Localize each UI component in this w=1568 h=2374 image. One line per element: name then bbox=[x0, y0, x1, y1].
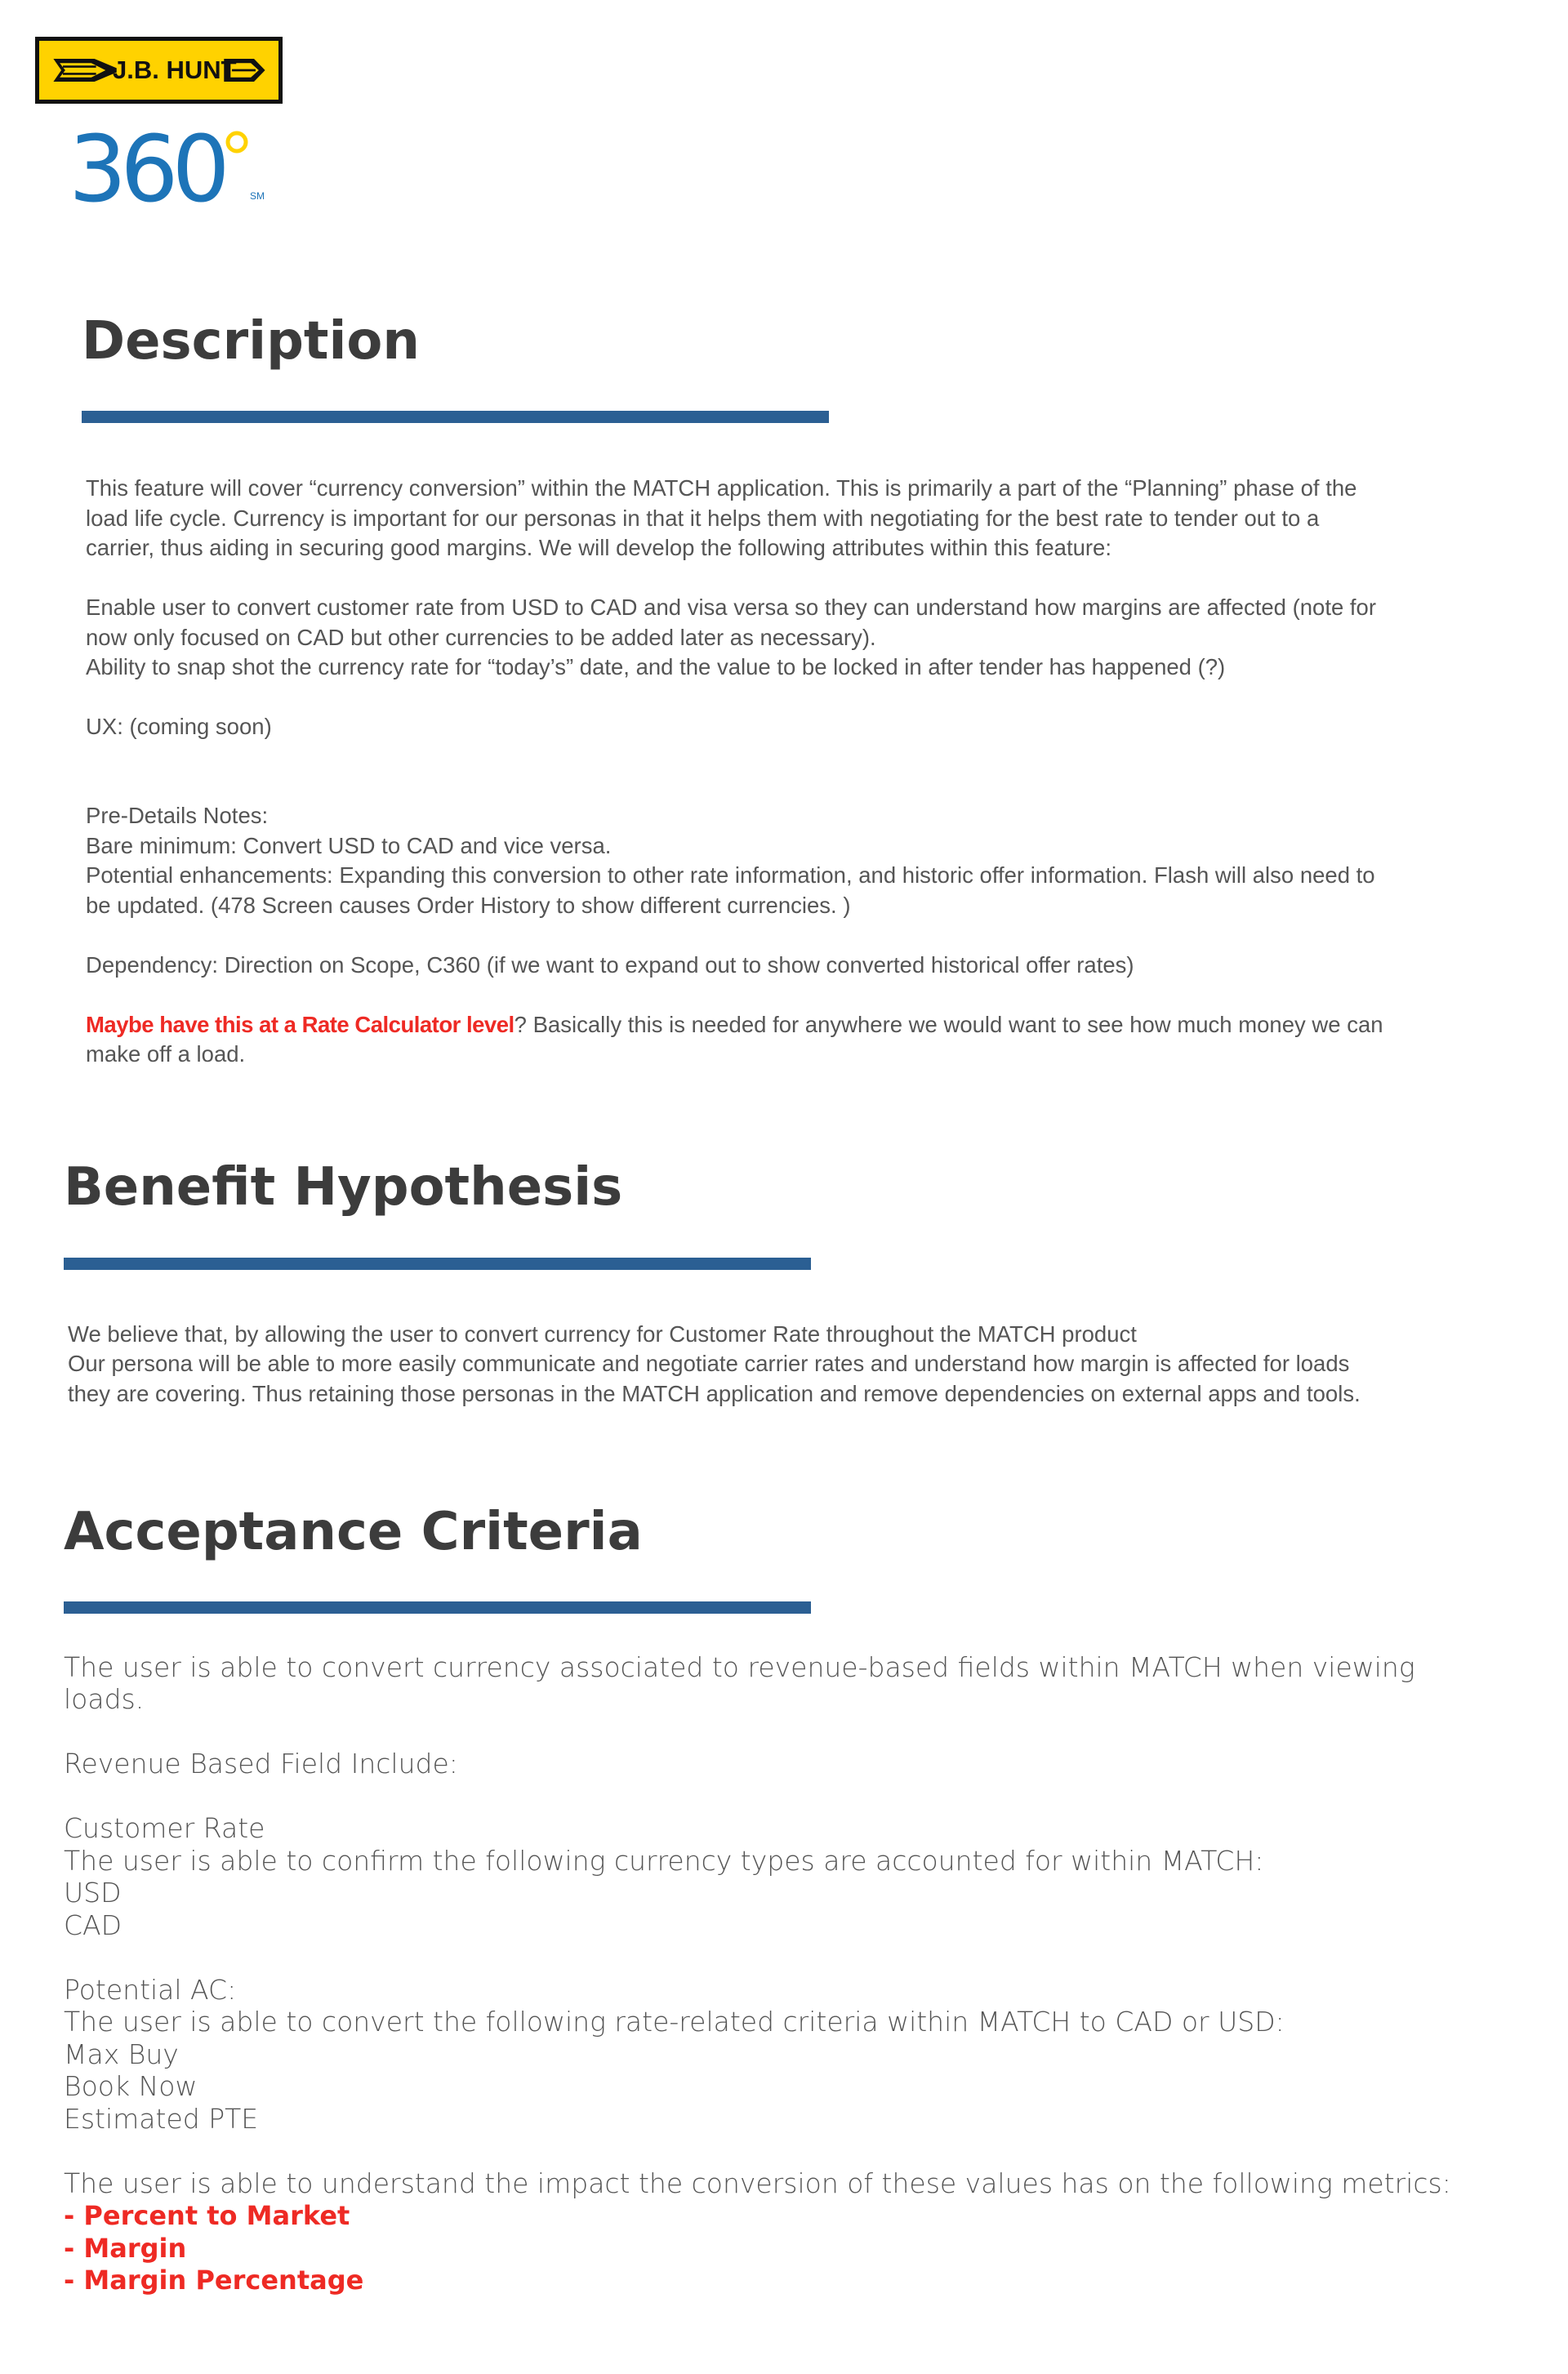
description-heading: Description bbox=[82, 311, 420, 372]
benefit-heading: Benefit Hypothesis bbox=[64, 1157, 623, 1218]
metric-item: - Margin Percentage bbox=[64, 2265, 364, 2296]
product-number: 360 bbox=[69, 121, 224, 211]
revenue-fields-heading: Revenue Based Field Include: bbox=[64, 1748, 458, 1779]
customer-rate: Customer Rate bbox=[64, 1812, 265, 1844]
enhancements-line1: Potential enhancements: Expanding this conversion to other rate information, and historic offer information. Flash will also need to bbox=[86, 862, 1375, 888]
potential-ac-heading: Potential AC: bbox=[64, 1974, 237, 2006]
acceptance-heading: Acceptance Criteria bbox=[64, 1502, 643, 1562]
enhancements-line2: be updated. (478 Screen causes Order History to show different currencies. ) bbox=[86, 893, 851, 918]
acceptance-rule bbox=[64, 1601, 811, 1614]
benefit-line3: they are covering. Thus retaining those personas in the MATCH application and remove dependencies on external apps and tools. bbox=[68, 1381, 1361, 1406]
benefit-rule bbox=[64, 1258, 811, 1270]
benefit-line2: Our persona will be able to more easily communicate and negotiate carrier rates and understand how margin is affected for loads bbox=[68, 1351, 1350, 1376]
jb-hunt-logo bbox=[35, 37, 283, 104]
bare-minimum: Bare minimum: Convert USD to CAD and vice versa. bbox=[86, 833, 612, 858]
metric-item: - Percent to Market bbox=[64, 2200, 350, 2231]
ac-intro-line2: loads. bbox=[64, 1683, 145, 1715]
benefit-line1: We believe that, by allowing the user to convert currency for Customer Rate throughout the MATCH product bbox=[68, 1321, 1137, 1347]
criteria-item: Estimated PTE bbox=[64, 2103, 259, 2135]
rate-calculator-note bbox=[86, 1010, 1383, 1040]
criteria-item: Max Buy bbox=[64, 2038, 179, 2070]
degree-icon bbox=[228, 133, 246, 151]
currency-item: USD bbox=[64, 1877, 122, 1909]
confirm-currency-types: The user is able to confirm the following currency types are accounted for within MATCH: bbox=[64, 1845, 1264, 1877]
description-p2-line2: now only focused on CAD but other currencies to be added later as necessary). bbox=[86, 625, 876, 650]
currency-item: CAD bbox=[64, 1909, 122, 1941]
rate-calculator-rest: ? Basically this is needed for anywhere we would want to see how much money we can bbox=[514, 1012, 1383, 1037]
service-mark: SM bbox=[250, 190, 265, 202]
pre-details-heading: Pre-Details Notes: bbox=[86, 803, 269, 828]
ac-intro-line1: The user is able to convert currency associated to revenue-based fields within MATCH when viewing bbox=[64, 1651, 1415, 1683]
convert-criteria: The user is able to convert the following rate-related criteria within MATCH to CAD or USD: bbox=[64, 2006, 1285, 2038]
brand-name: J.B. HUNT bbox=[113, 56, 237, 84]
rate-calculator-note-line2: make off a load. bbox=[86, 1041, 246, 1067]
rate-calculator-highlight: Maybe have this at a Rate Calculator level bbox=[86, 1012, 514, 1037]
description-p2-line3: Ability to snap shot the currency rate for “today’s” date, and the value to be locked in after tender has happened (?) bbox=[86, 654, 1226, 679]
description-p1-line3: carrier, thus aiding in securing good margins. We will develop the following attributes within this feature: bbox=[86, 535, 1111, 560]
metric-item: - Margin bbox=[64, 2233, 187, 2264]
description-p1-line1: This feature will cover “currency conversion” within the MATCH application. This is primarily a part of the “Planning” phase of the bbox=[86, 475, 1357, 501]
description-p2-line1: Enable user to convert customer rate from USD to CAD and visa versa so they can understand how margins are affected (note for bbox=[86, 595, 1376, 620]
description-p1-line2: load life cycle. Currency is important for our personas in that it helps them with negotiating for the best rate to tender out to a bbox=[86, 506, 1320, 531]
impact-metrics: The user is able to understand the impact the conversion of these values has on the following metrics: bbox=[64, 2167, 1451, 2199]
logo-360 bbox=[69, 121, 273, 211]
description-ux: UX: (coming soon) bbox=[86, 714, 272, 739]
dependency: Dependency: Direction on Scope, C360 (if we want to expand out to show converted historical offer rates) bbox=[86, 952, 1134, 978]
criteria-item: Book Now bbox=[64, 2070, 198, 2102]
description-rule bbox=[82, 411, 829, 423]
